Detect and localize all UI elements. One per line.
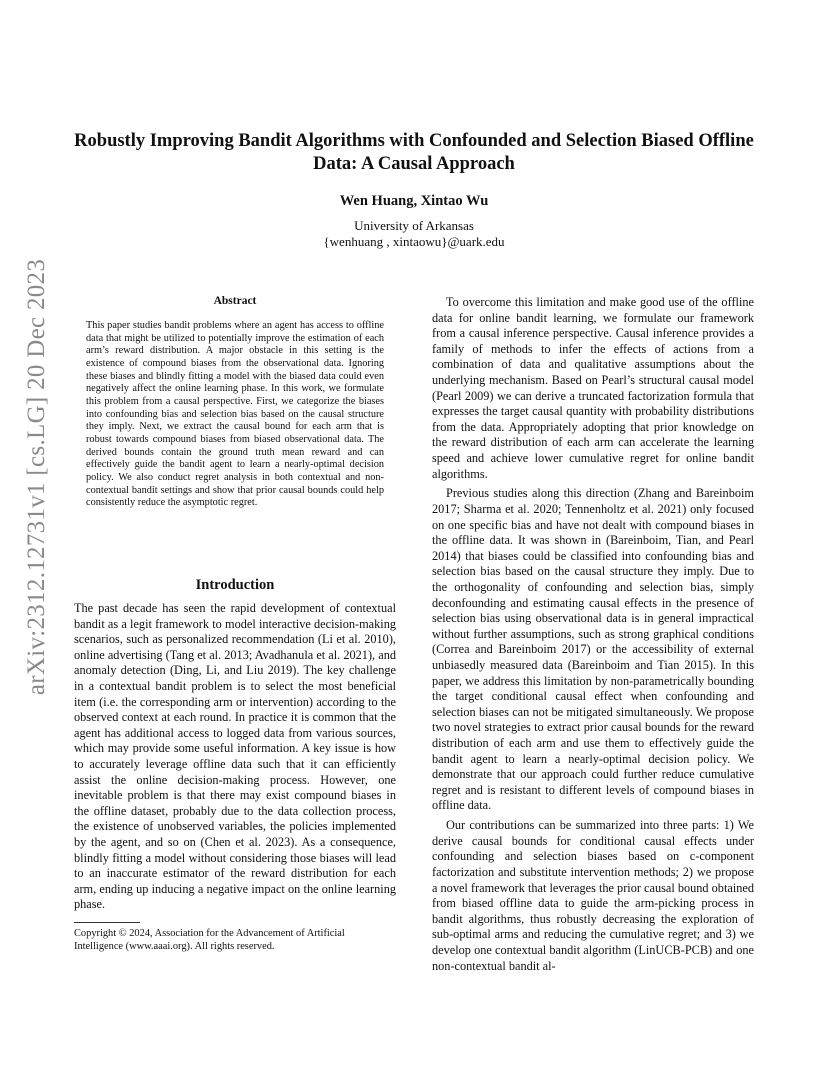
abstract-text: This paper studies bandit problems where an agent has access to offline data that might be utilized to potentially improve the estimation of each arm’s reward distribution. A major obstacle in this setting is the existence of compound biases from the observational data. Ignoring these biases and blindly fitting a model with the biased data could even negatively affect the online learning phase. In this work, we formulate this problem from a causal perspective. First, we categorize the biases into confounding bias and selection bias based on the causal structure they imply. Next, we extract the causal bound for each arm that is robust towards compound biases from biased observational data. The derived bounds contain the ground truth mean reward and can effectively guide the bandit agent to learn a nearly-optimal decision policy. We also conduct regret analysis in both contextual and non-contextual bandit settings and show that prior causal bounds could help consistently reduce the asymptotic regret.	[86, 320, 384, 509]
body-paragraph: Previous studies along this direction (Zhang and Bareinboim 2017; Sharma et al. 2020; Tennenholtz et al. 2021) only focused on one specific bias and have not dealt with compound biases in the offline data. It was shown in (Bareinboim, Tian, and Pearl 2014) that biases could be classified into confounding bias and selection bias based on the causal structure they imply. Due to the orthogonality of confounding and selection bias, simply deconfounding and estimating causal effects in the presence of selection bias using observational data is in general impractical without further assumptions, such as strong graphical conditions (Correa and Bareinboim 2017) or the accessibility of external unbiasedly measured data (Bareinboim and Tian 2015). In this paper, we address this limitation by non-parametrically bounding the target conditional causal effect when confounding and selection biases can not be mitigated simultaneously. We propose two novel strategies to extract prior causal bounds for the reward distribution of each arm and use them to effectively guide the bandit agent to learn a nearly-optimal decision policy. We demonstrate that our approach could further reduce cumulative regret and is resistant to different levels of compound biases in offline data.	[432, 486, 754, 813]
introduction-heading: Introduction	[195, 577, 275, 593]
copyright-footnote: Copyright © 2024, Association for the Advancement of Artificial Intelligence (www.aaai.org). All rights reserved.	[74, 928, 345, 952]
introduction-paragraph: The past decade has seen the rapid development of contextual bandit as a legit framework to model interactive decision-making scenarios, such as personalized recommendation (Li et al. 2010), online advertising (Tang et al. 2013; Avadhanula et al. 2021), and anomaly detection (Ding, Li, and Liu 2019). The key challenge in a contextual bandit problem is to select the most beneficial item (i.e. the corresponding arm or intervention) according to the observed context at each round. In practice it is common that the agent has additional access to logged data from various sources, which may provide some useful information. A key issue is how to accurately leverage offline data such that it can efficiently assist the online decision-making process. However, one inevitable problem is that there may exist compound biases in the offline dataset, probably due to the data collection process, the existence of unobserved variables, the policies implemented by the agent, and so on (Chen et al. 2023). As a consequence, blindly fitting a model without considering those biases will lead to an inaccurate estimator of the reward distribution for each arm, ending up inducing a negative impact on the online learning phase.	[74, 601, 396, 912]
paper-authors: Wen Huang, Xintao Wu	[339, 193, 489, 209]
arxiv-identifier-text: arXiv:2312.12731v1 [cs.LG] 20 Dec 2023	[23, 258, 51, 696]
right-column-text	[432, 295, 754, 978]
arxiv-identifier-stamp	[22, 258, 52, 696]
paper-title: Robustly Improving Bandit Algorithms with Confounded and Selection Biased Offline Data: A Causal Approach	[74, 131, 754, 174]
body-paragraph: To overcome this limitation and make good use of the offline data for online bandit learning, we formulate our framework from a causal inference perspective. Causal inference provides a family of methods to infer the effects of actions from a combination of data and qualitative assumptions about the underlying mechanism. Based on Pearl’s structural causal model (Pearl 2009) we can derive a truncated factorization formula that expresses the target causal quantity with probability distributions from the data. Appropriately adopting that prior knowledge on the reward distribution of each arm can accelerate the learning speed and achieve lower cumulative regret for online bandit algorithms.	[432, 295, 754, 481]
affiliation: University of Arkansas	[354, 218, 474, 233]
author-emails: {wenhuang , xintaowu}@uark.edu	[323, 234, 505, 249]
abstract-heading: Abstract	[213, 295, 257, 307]
author-affiliation-block	[74, 218, 754, 250]
body-paragraph: Our contributions can be summarized into three parts: 1) We derive causal bounds for conditional causal effects under confounding and selection biases based on c-component factorization and substitute intervention methods; 2) we propose a novel framework that leverages the prior causal bound obtained from biased offline data to guide the arm-picking process in bandit algorithms, thus robustly decreasing the exploration of sub-optimal arms and reducing the cumulative regret; and 3) we develop one contextual bandit algorithm (LinUCB-PCB) and one non-contextual bandit al-	[432, 818, 754, 973]
footnote-divider	[74, 922, 140, 923]
